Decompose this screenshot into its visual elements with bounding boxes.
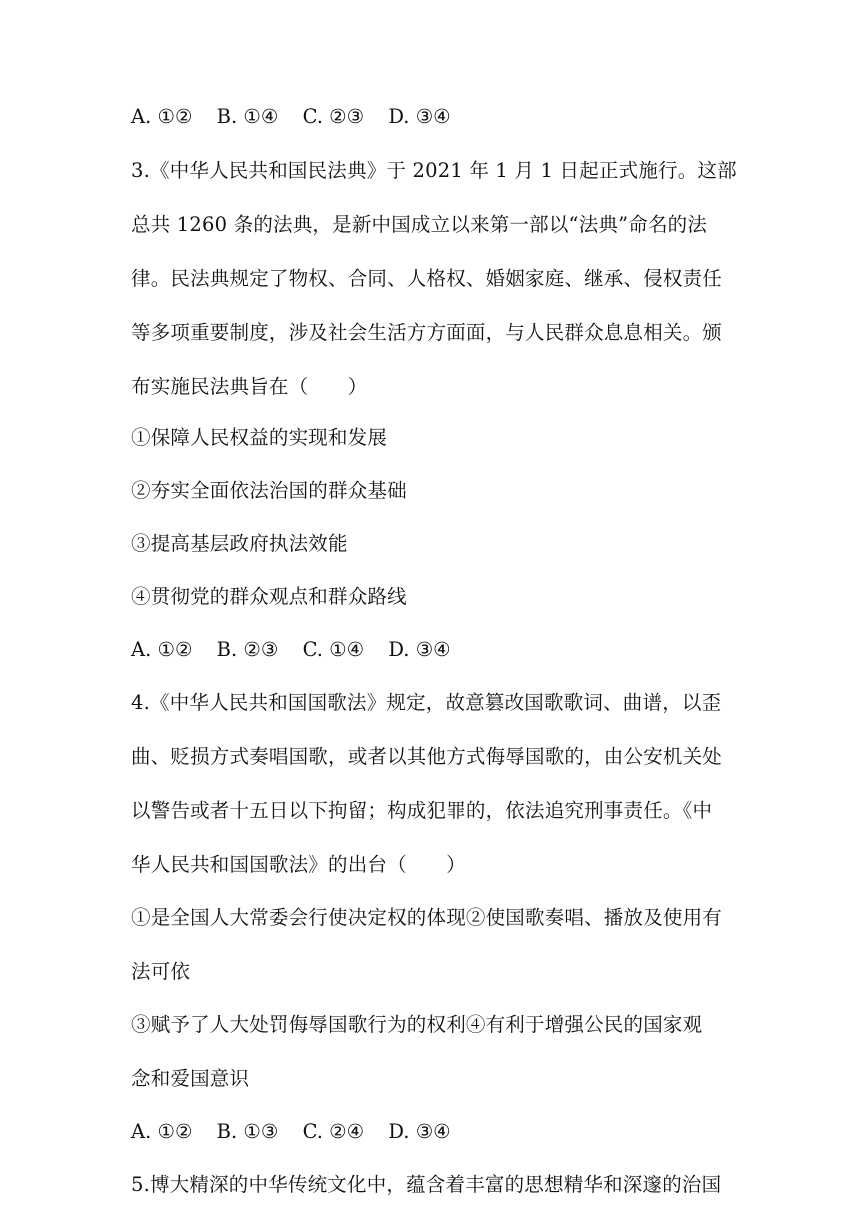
q3-option-d: D. ③④ — [388, 638, 451, 661]
q2-option-a: A. ①② — [131, 105, 193, 128]
q4-stem-line: 曲、贬损方式奏唱国歌，或者以其他方式侮辱国歌的，由公安机关处 — [131, 745, 723, 768]
q2-options — [131, 104, 469, 130]
q4-stem-line: 以警告或者十五日以下拘留；构成犯罪的，依法追究刑事责任。《中 — [131, 799, 713, 822]
q4-item-line: ①是全国人大常委会行使决定权的体现②使国歌奏唱、播放及使用有 — [131, 906, 723, 929]
q4-options — [131, 1119, 469, 1145]
q3-stem-line: 总共 1260 条的法典，是新中国成立以来第一部以“法典”命名的法 — [131, 213, 708, 236]
q3-stem-line: 3.《中华人民共和国民法典》于 2021 年 1 月 1 日起正式施行。这部 — [131, 159, 737, 182]
q3-options — [131, 637, 469, 663]
q4-stem-line: 4.《中华人民共和国国歌法》规定，故意篡改国歌歌词、曲谱，以歪 — [131, 691, 722, 714]
q3-option-c: C. ①④ — [302, 638, 365, 661]
q3-stem-line: 布实施民法典旨在（ ） — [131, 375, 368, 398]
q3-item: ③提高基层政府执法效能 — [131, 532, 348, 555]
q2-option-c: C. ②③ — [302, 105, 365, 128]
q3-item: ①保障人民权益的实现和发展 — [131, 426, 388, 449]
q4-option-a: A. ①② — [131, 1120, 193, 1143]
q4-option-c: C. ②④ — [302, 1120, 365, 1143]
q3-option-b: B. ②③ — [216, 638, 279, 661]
q3-option-a: A. ①② — [131, 638, 193, 661]
q4-stem-line: 华人民共和国国歌法》的出台（ ） — [131, 853, 466, 876]
q4-option-b: B. ①③ — [216, 1120, 279, 1143]
q4-item-line: 念和爱国意识 — [131, 1067, 250, 1090]
q3-item: ②夯实全面依法治国的群众基础 — [131, 479, 407, 502]
q2-option-d: D. ③④ — [388, 105, 451, 128]
q2-option-b: B. ①④ — [216, 105, 279, 128]
q3-stem-line: 等多项重要制度，涉及社会生活方方面面，与人民群众息息相关。颁 — [131, 321, 723, 344]
q4-option-d: D. ③④ — [388, 1120, 451, 1143]
q5-stem-line: 5.博大精深的中华传统文化中，蕴含着丰富的思想精华和深邃的治国 — [131, 1173, 722, 1196]
q3-stem-line: 律。民法典规定了物权、合同、人格权、婚姻家庭、继承、侵权责任 — [131, 267, 723, 290]
q4-item-line: ③赋予了人大处罚侮辱国歌行为的权利④有利于增强公民的国家观 — [131, 1013, 703, 1036]
q3-item: ④贯彻党的群众观点和群众路线 — [131, 585, 407, 608]
q4-item-line: 法可依 — [131, 960, 191, 983]
